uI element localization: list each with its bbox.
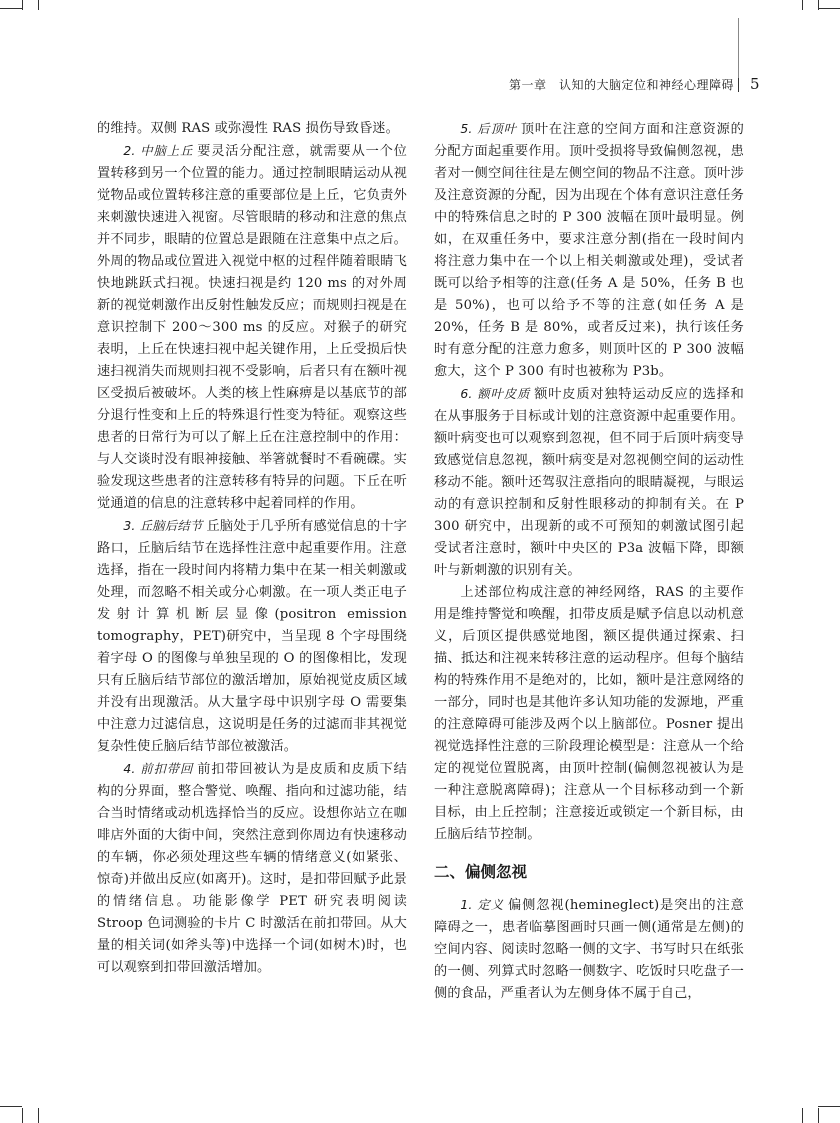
crop-mark-bottom-left-v xyxy=(22,1108,23,1123)
paragraph xyxy=(97,758,407,979)
paragraph-body: 额叶皮质对独特运动反应的选择和在从事服务于目标或计划的注意资源中起重要作用。额叶病变也可以观察到忽视，但不同于后顶叶病变导致感觉信息忽视，额叶病变是对忽视侧空间的运动性移动不能。额叶还驾驭注意指向的眼睛凝视，与眼运动的有意识控制和反射性眼移动的抑制有关。在 P 300 研究中，出现新的或不可预知的刺激试图引起受试者注意时，额叶中央区的 P3a 波幅下降，即额叶与新刺激的识别有关。 xyxy=(434,387,745,578)
paragraph xyxy=(97,140,407,515)
crop-mark-top-right-v2 xyxy=(802,0,803,10)
paragraph-lead: 3. 丘脑后结节 xyxy=(123,518,203,533)
paragraph xyxy=(434,894,744,1005)
crop-mark-bottom-left-v2 xyxy=(38,1108,39,1123)
paragraph: 的维持。双侧 RAS 或弥漫性 RAS 损伤导致昏迷。 xyxy=(97,121,399,136)
paragraph xyxy=(434,383,744,582)
section-heading: 二、偏侧忽视 xyxy=(434,863,528,881)
running-head xyxy=(0,76,840,96)
crop-mark-top-left-h xyxy=(0,8,22,9)
paragraph-body: 偏侧忽视(hemineglect)是突出的注意障碍之一，患者临摹图画时只画一侧(通常是左侧)的空间内容、阅读时忽略一侧的文字、书写时只在纸张的一侧、列算式时忽略一侧数字、吃饭时只吃盘子一侧的食品，严重者认为左侧身体不属于自己， xyxy=(434,898,744,1001)
crop-mark-bottom-left-h xyxy=(0,1106,22,1107)
paragraph-lead: 5. 后顶叶 xyxy=(460,121,517,136)
paragraph-lead: 6. 额叶皮质 xyxy=(460,386,531,401)
paragraph-body: 丘脑处于几乎所有感觉信息的十字路口，丘脑后结节在选择性注意中起重要作用。注意选择，指在一段时间内将精力集中在某一相关刺激或处理，而忽略不相关或分心刺激。在一项人类正电子发射计算机断层显像(positron emission tomography，PET)研究中，当呈现 8 个字母围绕着字母 O 的图像与单独呈现的 O 的图像相比，发现只有丘脑后结节部位的激活增加，原始视觉皮质区域并没有出现激活。从大量字母中识别字母 O 需要集中注意力过滤信息，这说明是任务的过滤而非其视觉复杂性使丘脑后结节部位被激活。 xyxy=(97,519,407,754)
chapter-title: 第一章 认知的大脑定位和神经心理障碍 xyxy=(508,78,734,92)
paragraph xyxy=(97,515,407,758)
paragraph-body: 顶叶在注意的空间方面和注意资源的分配方面起重要作用。顶叶受损将导致偏侧忽视，患者对一侧空间往往是左侧空间的物品不注意。顶叶涉及注意资源的分配，因为出现在个体有意识注意任务中的特殊信息之时的 P 300 波幅在顶叶最明显。例如，在双重任务中，要求注意分割(指在一段时间内将注意力集中在一个以上相关刺激或处理)，受试者既可以给予相等的注意(任务 A 是 50%，任务 B 也是 50%)，也可以给予不等的注意(如任务 A 是 20%，任务 B 是 80%，或者反过来)，执行该任务时有意分配的注意力愈多，则顶叶区的 P 300 波幅愈大，这个 P 300 有时也被称为 P3b。 xyxy=(434,122,744,379)
crop-mark-top-left-v2 xyxy=(38,0,39,10)
crop-mark-bottom-right-h xyxy=(818,1106,840,1107)
header-vertical-rule xyxy=(738,18,739,78)
paragraph: 上述部位构成注意的神经网络，RAS 的主要作用是维持警觉和唤醒，扣带皮质是赋予信息以动机意义，后顶区提供感觉地图，额区提供通过探索、扫描、抵达和注视来转移注意的运动程序。但每个脑结构的特殊作用不是绝对的，比如，额叶是注意网络的一部分，同时也是其他许多认知功能的发源地，严重的注意障碍可能涉及两个以上脑部位。Posner 提出视觉选择性注意的三阶段理论模型是：注意从一个给定的视觉位置脱离，由顶叶控制(偏侧忽视被认为是一种注意脱离障碍)；注意从一个目标移动到一个新目标，由上丘控制；注意接近或锁定一个新目标，由丘脑后结节控制。 xyxy=(434,585,744,842)
crop-mark-bottom-right-v xyxy=(818,1108,819,1123)
running-head-divider xyxy=(738,78,739,92)
crop-mark-top-left-v xyxy=(22,0,23,10)
paragraph-lead: 1. 定义 xyxy=(460,897,505,912)
paragraph-body: 要灵活分配注意，就需要从一个位置转移到另一个位置的能力。通过控制眼睛运动从视觉物品或位置转移注意的重要部位是上丘，它负责外来刺激快速进入视窗。尽管眼睛的移动和注意的焦点并不同步，眼睛的位置总是跟随在注意集中点之后。外周的物品或位置进入视觉中枢的过程伴随着眼睛飞快地跳跃式扫视。快速扫视是约 120 ms 的对外周新的视觉刺激作出反射性触发反应；而规则扫视是在意识控制下 200～300 ms 的反应。对猴子的研究表明，上丘在快速扫视中起关键作用，上丘受损后快速扫视消失而规则扫视不受影响，后者只有在额叶视区受损后被破坏。人类的核上性麻痹是以基底节的部分退行性变和上丘的特殊退行性变为特征。观察这些患者的日常行为可以了解上丘在注意控制中的作用：与人交谈时没有眼神接触、举箸就餐时不看碗碟。实验发现这些患者的注意转移有特异的问题。下丘在听觉通道的信息的注意转移中起着同样的作用。 xyxy=(97,144,408,511)
right-column xyxy=(434,118,744,1005)
page-number: 5 xyxy=(750,75,760,93)
paragraph xyxy=(434,118,744,383)
crop-mark-top-right-v xyxy=(818,0,819,10)
crop-mark-bottom-right-v2 xyxy=(802,1108,803,1123)
crop-mark-top-right-h xyxy=(818,8,840,9)
paragraph-body: 前扣带回被认为是皮质和皮质下结构的分界面，整合警觉、唤醒、指向和过滤功能，结合当时情绪或动机选择恰当的反应。设想你站立在咖啡店外面的大街中间，突然注意到你周边有快速移动的车辆，你必须处理这些车辆的情绪意义(如紧张、惊奇)并做出反应(如离开)。这时，是扣带回赋予此景的情绪信息。功能影像学 PET 研究表明阅读 Stroop 色词测验的卡片 C 时激活在前扣带回。从大量的相关词(如斧头等)中选择一个词(如树木)时，也可以观察到扣带回激活增加。 xyxy=(97,762,408,975)
paragraph-lead: 4. 前扣带回 xyxy=(123,761,194,776)
paragraph-lead: 2. 中脑上丘 xyxy=(123,143,194,158)
left-column xyxy=(97,118,407,979)
